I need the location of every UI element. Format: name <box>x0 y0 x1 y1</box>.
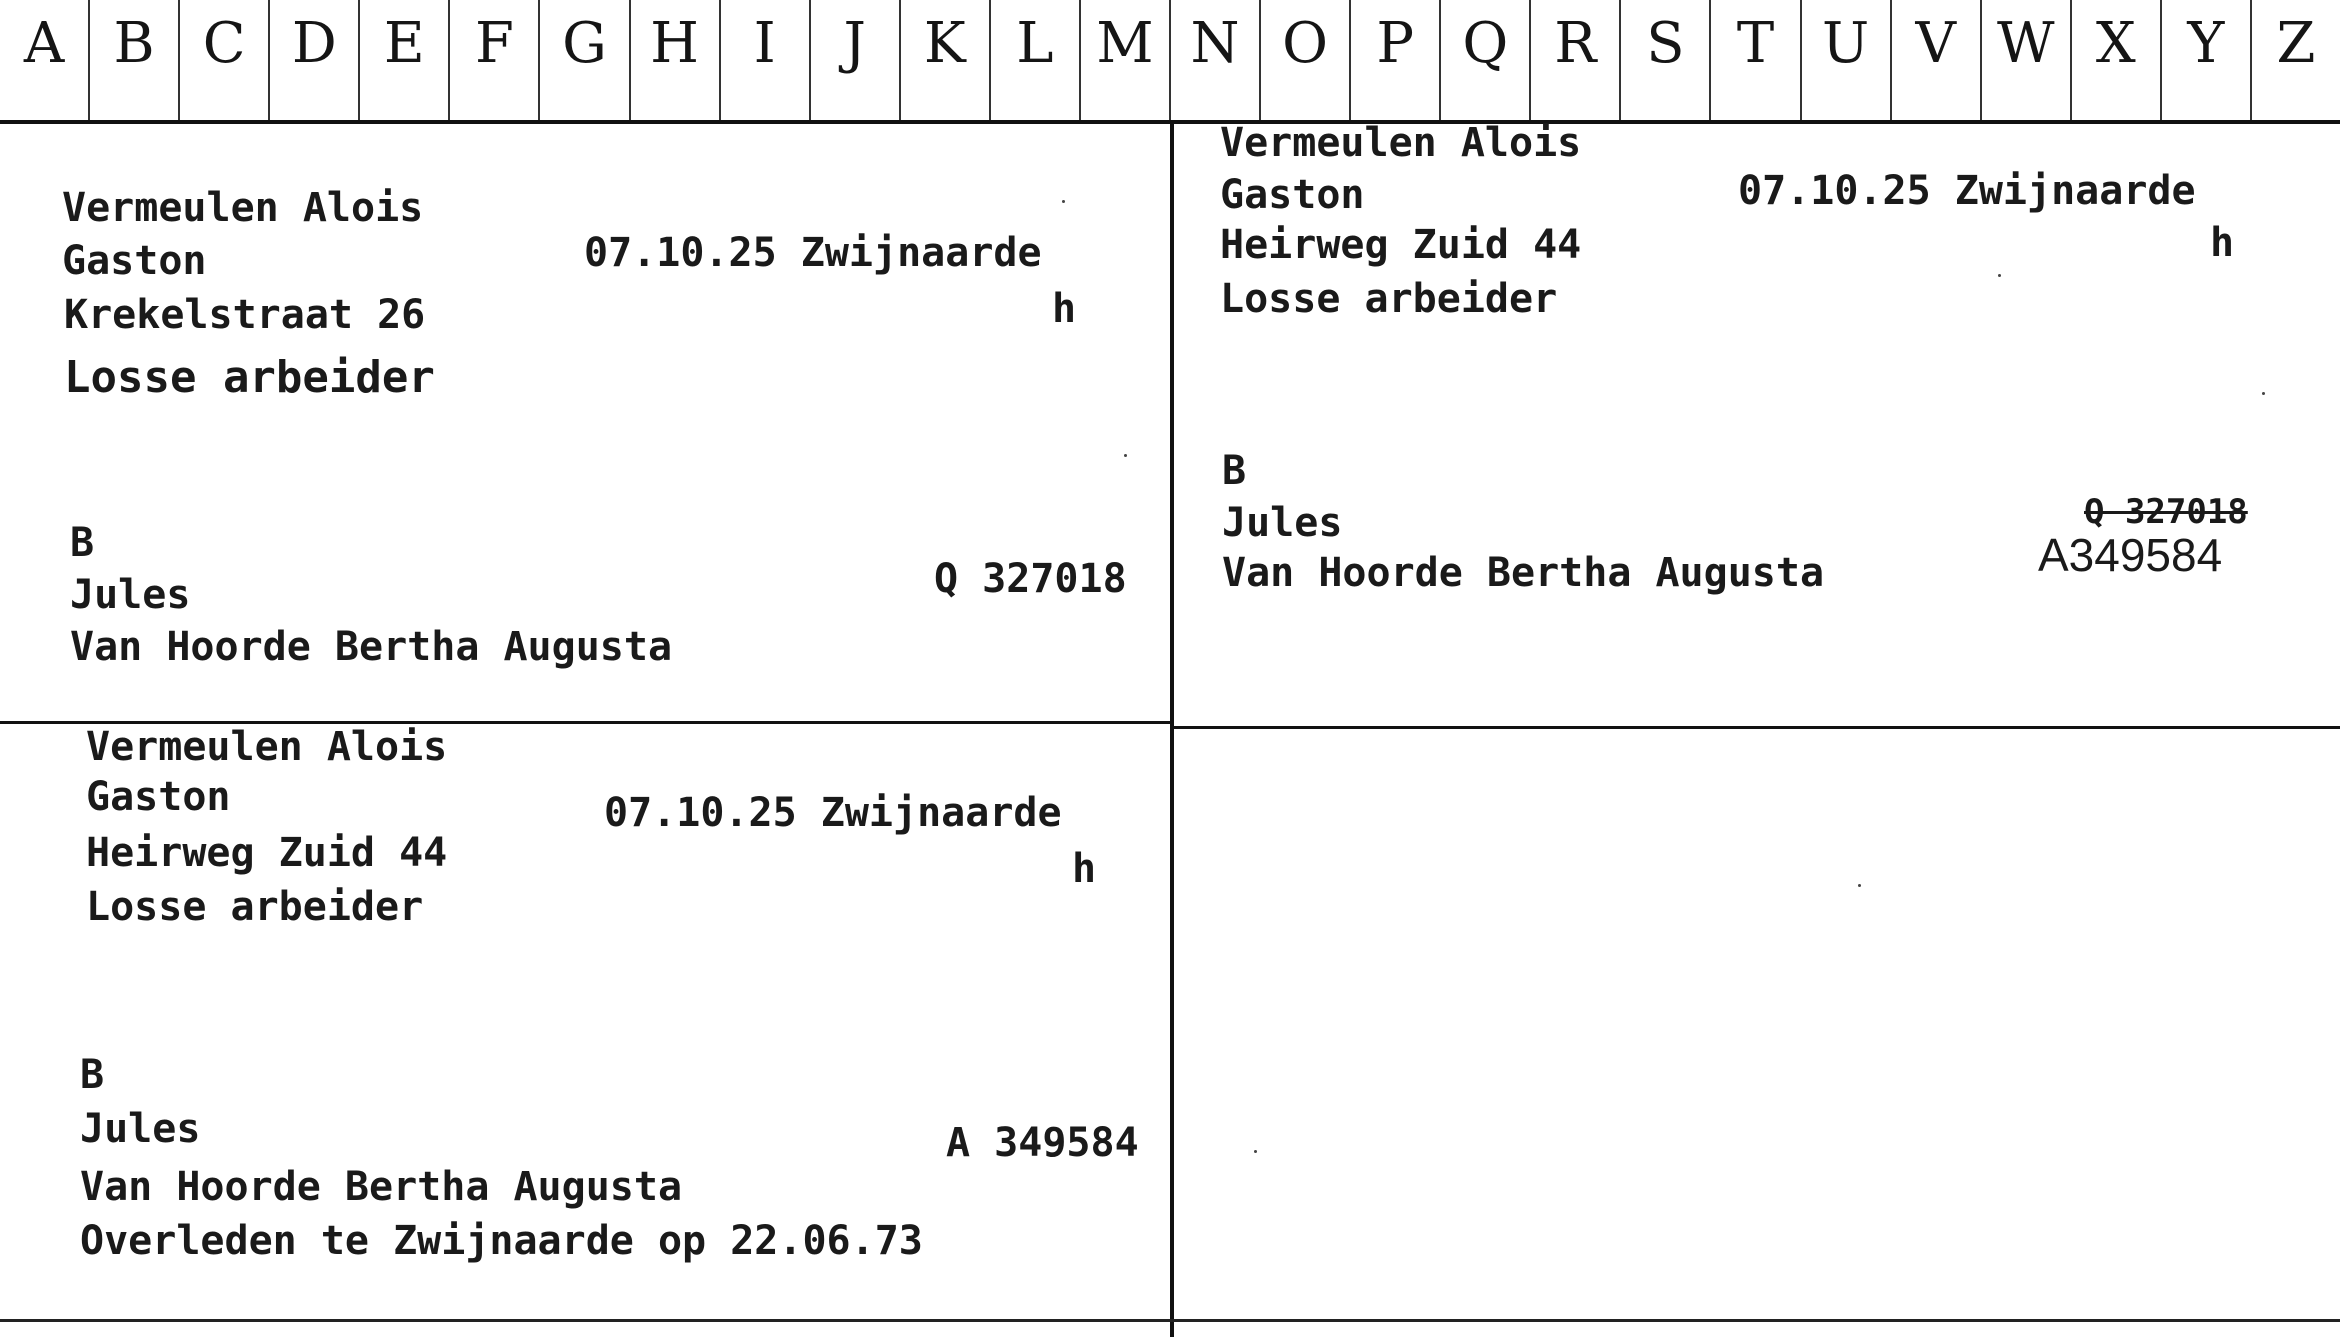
index-letter: M <box>1081 0 1171 120</box>
index-letter: C <box>180 0 270 120</box>
scan-speck <box>1124 454 1127 457</box>
card-deceased-note: Overleden te Zwijnaarde op 22.06.73 <box>80 1218 923 1264</box>
card-occupation: Losse arbeider <box>1220 276 1558 322</box>
index-letter: S <box>1621 0 1711 120</box>
card-code: B <box>70 520 95 566</box>
card-number: A349584 <box>2038 529 2223 581</box>
card-number-struck: Q 327018 <box>2084 492 2248 532</box>
index-letter: Y <box>2162 0 2252 120</box>
card-mother: Van Hoorde Bertha Augusta <box>1222 550 1825 596</box>
card-surname: Vermeulen Alois <box>1220 120 1582 166</box>
index-letter: U <box>1802 0 1892 120</box>
card-occupation: Losse arbeider <box>64 352 435 403</box>
index-letter: N <box>1171 0 1261 120</box>
card-birth: 07.10.25 Zwijnaarde <box>604 790 1062 836</box>
card-firstname: Gaston <box>1220 172 1365 218</box>
index-letter: Q <box>1441 0 1531 120</box>
index-letter: K <box>901 0 991 120</box>
card-father: Jules <box>70 572 191 618</box>
index-letter: I <box>721 0 811 120</box>
card-father: Jules <box>1222 500 1343 546</box>
index-letter: R <box>1531 0 1621 120</box>
card-divider-bottom <box>0 1319 2340 1322</box>
scan-speck <box>1998 274 2001 277</box>
card-number: Q 327018 <box>934 556 1127 602</box>
record-card-top-left <box>0 120 1170 720</box>
index-letter: H <box>631 0 721 120</box>
index-letter: P <box>1351 0 1441 120</box>
index-letter: Z <box>2276 11 2316 76</box>
record-card-bottom-right-empty <box>1174 729 2340 1319</box>
index-letter: B <box>90 0 180 120</box>
index-letter: F <box>450 0 540 120</box>
scan-speck <box>2262 392 2265 395</box>
scan-speck <box>1254 1150 1257 1153</box>
card-marker: h <box>1072 846 1097 892</box>
record-card-top-right <box>1174 120 2340 726</box>
index-letter: X <box>2072 0 2162 120</box>
card-firstname: Gaston <box>86 774 231 820</box>
index-letter: J <box>811 0 901 120</box>
card-marker: h <box>1052 286 1077 332</box>
index-letter: W <box>1982 0 2072 120</box>
card-address: Krekelstraat 26 <box>64 292 426 338</box>
alphabet-index <box>0 0 2340 124</box>
card-code: B <box>1222 448 1247 494</box>
index-letter: O <box>1261 0 1351 120</box>
index-letter: V <box>1892 0 1982 120</box>
card-mother: Van Hoorde Bertha Augusta <box>80 1164 683 1210</box>
card-number: A 349584 <box>946 1120 1139 1166</box>
record-card-bottom-left <box>0 724 1170 1319</box>
index-letter: L <box>991 0 1081 120</box>
card-firstname: Gaston <box>62 238 207 284</box>
card-address: Heirweg Zuid 44 <box>1220 222 1582 268</box>
card-father: Jules <box>80 1106 201 1152</box>
scan-speck <box>1858 884 1861 887</box>
card-surname: Vermeulen Alois <box>62 185 424 231</box>
card-mother: Van Hoorde Bertha Augusta <box>70 624 673 670</box>
card-surname: Vermeulen Alois <box>86 724 448 770</box>
index-letter: T <box>1711 0 1801 120</box>
card-occupation: Losse arbeider <box>86 884 424 930</box>
scan-speck <box>1062 200 1065 203</box>
index-letter: E <box>360 0 450 120</box>
card-address: Heirweg Zuid 44 <box>86 830 448 876</box>
card-birth: 07.10.25 Zwijnaarde <box>1738 168 2196 214</box>
index-letter: G <box>540 0 630 120</box>
card-birth: 07.10.25 Zwijnaarde <box>584 230 1042 276</box>
card-code: B <box>80 1052 105 1098</box>
index-letter: D <box>270 0 360 120</box>
card-marker: h <box>2210 220 2235 266</box>
index-letter: A <box>0 0 90 120</box>
